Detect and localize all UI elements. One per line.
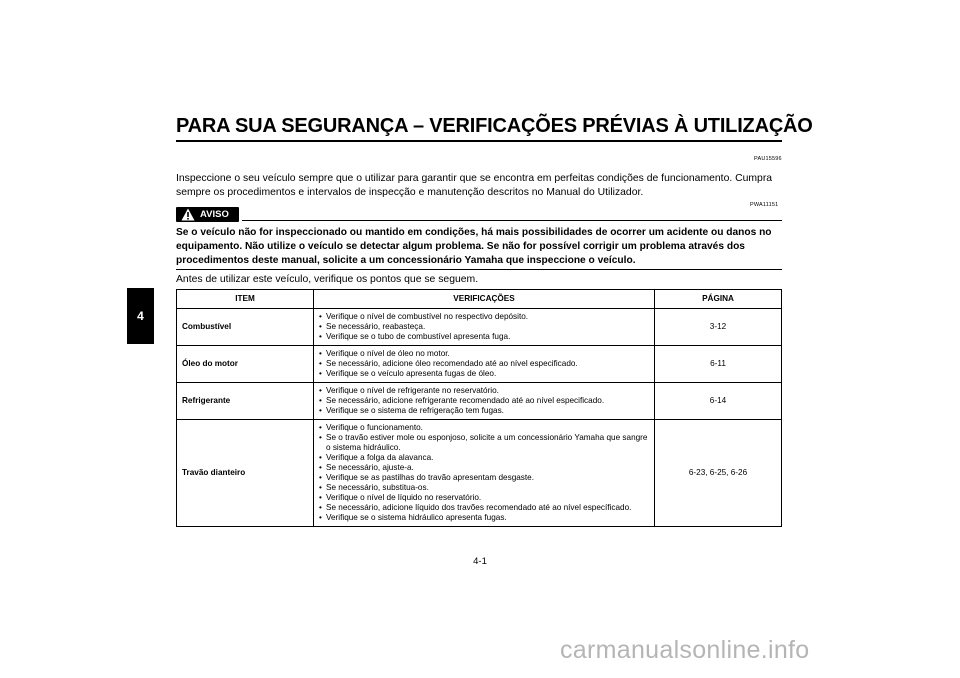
check-item: • Se necessário, ajuste-a.	[319, 463, 649, 473]
check-item: • Verifique o funcionamento.	[319, 423, 649, 433]
warning-label: AVISO	[200, 209, 229, 220]
chapter-tab: 4	[127, 288, 154, 344]
check-item: • Verifique o nível de combustível no respectivo depósito.	[319, 312, 649, 322]
row-item: Óleo do motor	[177, 346, 314, 383]
check-item: • Verifique se o tubo de combustível apresenta fuga.	[319, 332, 649, 342]
row-page: 3-12	[655, 309, 782, 346]
table-header-row	[177, 290, 782, 309]
check-item: • Se necessário, adicione óleo recomendado até ao nível especificado.	[319, 359, 649, 369]
row-page: 6-23, 6-25, 6-26	[655, 420, 782, 527]
table-row	[177, 383, 782, 420]
row-checks	[314, 309, 655, 346]
warning-triangle-icon	[181, 208, 195, 221]
check-item: • Se necessário, substitua-os.	[319, 483, 649, 493]
check-item: • Se necessário, reabasteça.	[319, 322, 649, 332]
check-item: • Se necessário, adicione refrigerante recomendado até ao nível especificado.	[319, 396, 649, 406]
check-item: • Se o travão estiver mole ou esponjoso, solicite a um concessionário Yamaha que sangre o sistema hidráulico.	[319, 433, 649, 453]
row-checks	[314, 346, 655, 383]
row-checks	[314, 383, 655, 420]
check-item: • Verifique o nível de líquido no reservatório.	[319, 493, 649, 503]
intro-paragraph: Inspeccione o seu veículo sempre que o utilizar para garantir que se encontra em perfeitas condições de funcionamento. Cumpra sempre os procedimentos e intervalos de inspecção e manutenção descritos no Manual do Utilizador.	[176, 173, 773, 198]
warning-badge	[176, 207, 239, 222]
check-item: • Verifique o nível de refrigerante no reservatório.	[319, 386, 649, 396]
check-item: • Verifique se o sistema de refrigeração tem fugas.	[319, 406, 649, 416]
header-page: PÁGINA	[655, 290, 782, 309]
title-divider	[176, 140, 782, 142]
row-item: Refrigerante	[177, 383, 314, 420]
table-row	[177, 420, 782, 527]
table-row	[177, 346, 782, 383]
header-checks: VERIFICAÇÕES	[314, 290, 655, 309]
checklist-intro: Antes de utilizar este veículo, verifique os pontos que se seguem.	[176, 274, 479, 285]
check-item: • Se necessário, adicione líquido dos travões recomendado até ao nível específicado.	[319, 503, 649, 513]
warning-text: Se o veículo não for inspeccionado ou mantido em condições, há mais possibilidades de ocorrer um acidente ou danos no equipamento. Não utilize o veículo se detectar algum problema. Se não for possível corrigir um problema através dos procedimentos deste manual, solicite a um concessionário Yamaha que inspeccione o veículo.	[176, 227, 772, 266]
check-item: • Verifique se as pastilhas do travão apresentam desgaste.	[319, 473, 649, 483]
header-item: ITEM	[177, 290, 314, 309]
pre-operation-checklist-table	[176, 289, 782, 527]
warning-bottom-rule	[176, 269, 782, 270]
check-item: • Verifique o nível de óleo no motor.	[319, 349, 649, 359]
page-number: 4-1	[473, 556, 487, 567]
check-item: • Verifique se o veículo apresenta fugas de óleo.	[319, 369, 649, 379]
watermark: carmanualsonline.info	[560, 636, 810, 664]
table-row	[177, 309, 782, 346]
row-item: Travão dianteiro	[177, 420, 314, 527]
warning-top-rule	[242, 220, 782, 221]
row-checks	[314, 420, 655, 527]
section-code: PAU15596	[754, 156, 782, 162]
row-page: 6-11	[655, 346, 782, 383]
page-title: PARA SUA SEGURANÇA – VERIFICAÇÕES PRÉVIAS À UTILIZAÇÃO	[176, 115, 813, 137]
row-item: Combustível	[177, 309, 314, 346]
check-item: • Verifique a folga da alavanca.	[319, 453, 649, 463]
check-item: • Verifique se o sistema hidráulico apresenta fugas.	[319, 513, 649, 523]
warning-code: PWA11151	[750, 202, 779, 208]
row-page: 6-14	[655, 383, 782, 420]
